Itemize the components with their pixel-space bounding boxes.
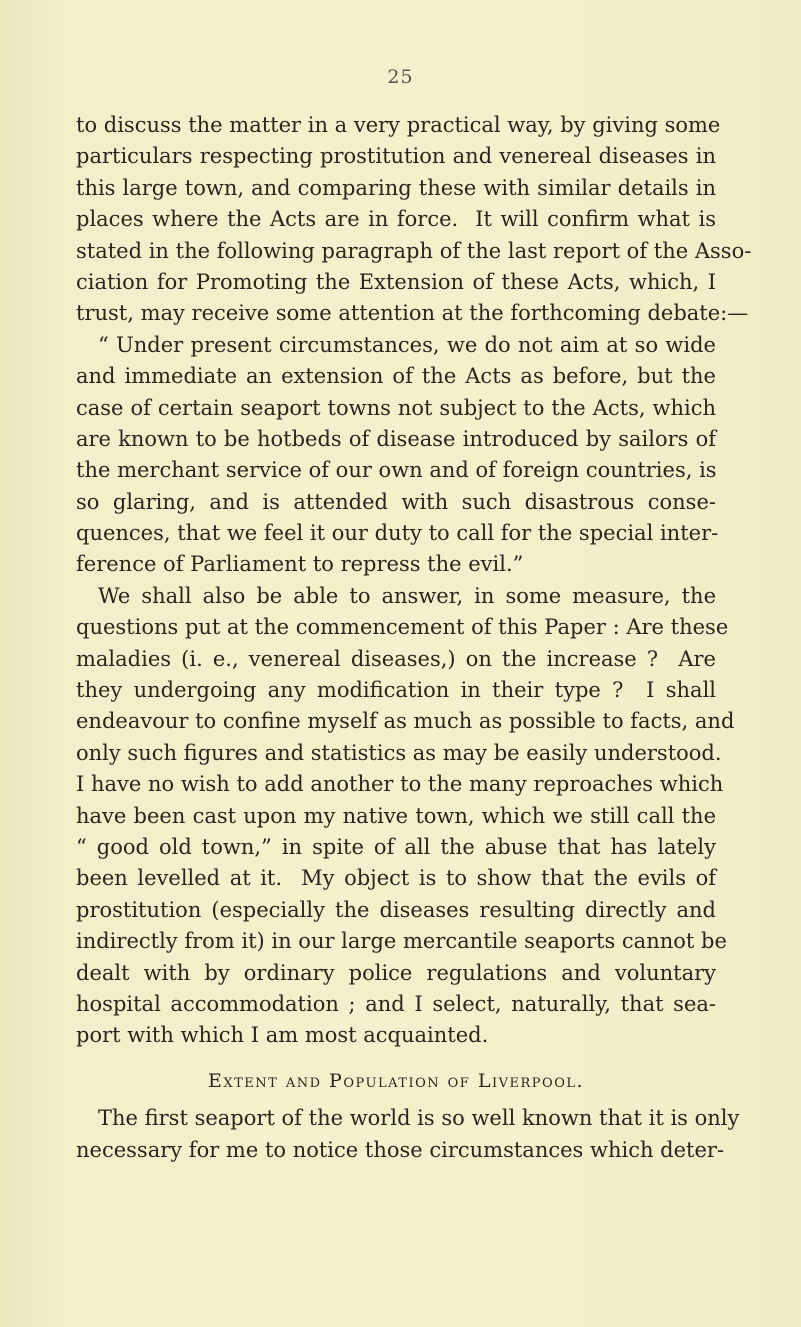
text-line: endeavour to confine myself as much as possible to facts, and	[76, 709, 735, 734]
text-line: and immediate an extension of the Acts as before, but the	[76, 364, 716, 389]
text-line: case of certain seaport towns not subject to the Acts, which	[76, 395, 716, 420]
block-quote	[76, 330, 719, 581]
text-line: are known to be hotbeds of disease introduced by sailors of	[76, 426, 716, 451]
text-line: questions put at the commencement of this Paper : Are these	[76, 615, 729, 640]
text-line: I have no wish to add another to the many reproaches which	[76, 772, 724, 797]
text-line: ciation for Promoting the Extension of these Acts, which, I	[76, 269, 716, 294]
text-line: “ good old town,” in spite of all the abuse that has lately	[76, 834, 716, 859]
section-heading: Extent and Population of Liverpool.	[207, 1069, 585, 1092]
text-line: this large town, and comparing these with similar details in	[76, 175, 716, 200]
text-line: ference of Parliament to repress the evil.”	[76, 552, 524, 577]
page-number: 25	[387, 66, 414, 88]
text-line: stated in the following paragraph of the last report of the Asso-	[76, 238, 752, 263]
text-line: dealt with by ordinary police regulations and voluntary	[76, 960, 716, 985]
text-line: so glaring, and is attended with such disastrous conse-	[76, 489, 716, 514]
text-line: have been cast upon my native town, which we still call the	[76, 803, 716, 828]
text-line: maladies (i. e., venereal diseases,) on the increase ? Are	[76, 646, 716, 671]
text-line: trust, may receive some attention at the forthcoming debate:—	[76, 301, 749, 326]
text-line: been levelled at it. My object is to show that the evils of	[76, 866, 716, 891]
text-line: The first seaport of the world is so well known that it is only	[98, 1106, 740, 1131]
text-line: port with which I am most acquainted.	[76, 1023, 489, 1048]
paragraph-intro	[76, 110, 752, 330]
text-line: “ Under present circumstances, we do not aim at so wide	[98, 332, 716, 357]
text-line: only such figures and statistics as may be easily understood.	[76, 740, 722, 765]
paragraph-liverpool	[76, 1103, 740, 1166]
paragraph-questions	[76, 581, 735, 1052]
text-line: prostitution (especially the diseases resulting directly and	[76, 897, 716, 922]
text-line: indirectly from it) in our large mercantile seaports cannot be	[76, 929, 727, 954]
text-line: they undergoing any modification in their type ? I shall	[76, 678, 716, 703]
text-line: necessary for me to notice those circumstances which deter-	[76, 1137, 725, 1162]
text-line: particulars respecting prostitution and venereal diseases in	[76, 144, 716, 169]
text-line: hospital accommodation ; and I select, naturally, that sea-	[76, 991, 716, 1016]
text-line: to discuss the matter in a very practical way, by giving some	[76, 113, 721, 137]
text-line: the merchant service of our own and of foreign countries, is	[76, 458, 717, 483]
text-line: quences, that we feel it our duty to call for the special inter-	[76, 521, 719, 546]
text-line: places where the Acts are in force. It will confirm what is	[76, 207, 716, 232]
text-line: We shall also be able to answer, in some measure, the	[98, 583, 716, 608]
body-text	[76, 110, 752, 1166]
